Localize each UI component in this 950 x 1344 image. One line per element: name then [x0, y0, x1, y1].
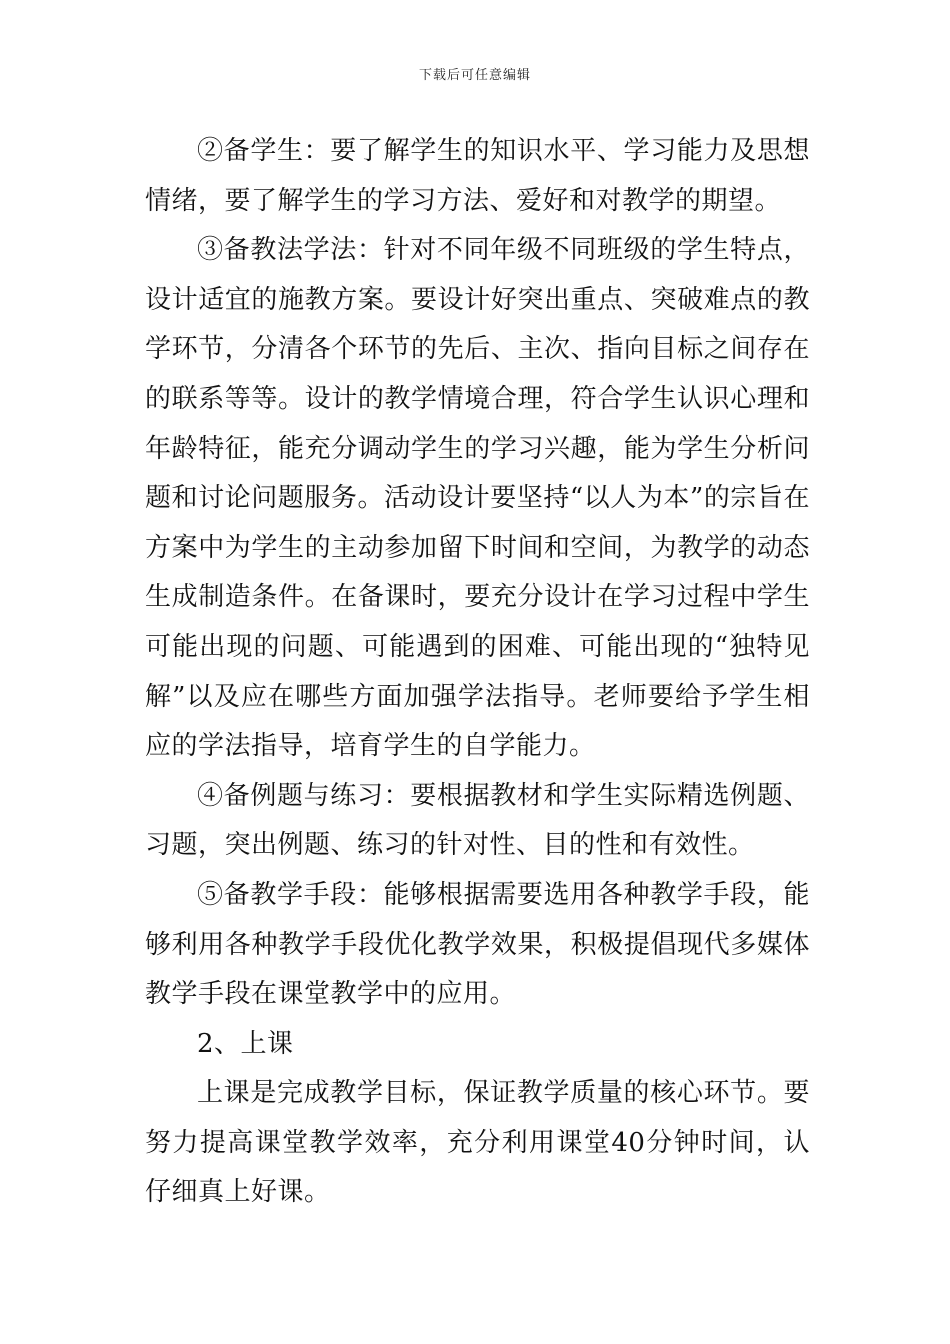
paragraph-prepare-methods: ③备教法学法：针对不同年级不同班级的学生特点，设计适宜的施教方案。要设计好突出重点、突破难点的教学环节，分清各个环节的先后、主次、指向目标之间存在的联系等等。设计的教学情境合理，符合学生认识心理和年龄特征，能充分调动学生的学习兴趣，能为学生分析问题和讨论问题服务。活动设计要坚持“以人为本”的宗旨在方案中为学生的主动参加留下时间和空间，为教学的动态生成制造条件。在备课时，要充分设计在学习过程中学生可能出现的问题、可能遇到的困难、可能出现的“独特见解”以及应在哪些方面加强学法指导。老师要给予学生相应的学法指导，培育学生的自学能力。 [145, 235, 810, 762]
page-header: 下载后可任意编辑 [418, 68, 531, 83]
document-body [145, 127, 810, 1218]
section-heading-class: 2、上课 [197, 1028, 294, 1059]
paragraph-prepare-examples: ④备例题与练习：要根据教材和学生实际精选例题、习题，突出例题、练习的针对性、目的性和有效性。 [145, 780, 810, 861]
paragraph-prepare-means: ⑤备教学手段：能够根据需要选用各种教学手段，能够利用各种教学手段优化教学效果，积极提倡现代多媒体教学手段在课堂教学中的应用。 [145, 879, 810, 1010]
paragraph-prepare-students: ②备学生：要了解学生的知识水平、学习能力及思想情绪，要了解学生的学习方法、爱好和对教学的期望。 [145, 136, 810, 216]
paragraph-class: 上课是完成教学目标，保证教学质量的核心环节。要努力提高课堂教学效率，充分利用课堂40分钟时间，认仔细真上好课。 [145, 1078, 810, 1208]
